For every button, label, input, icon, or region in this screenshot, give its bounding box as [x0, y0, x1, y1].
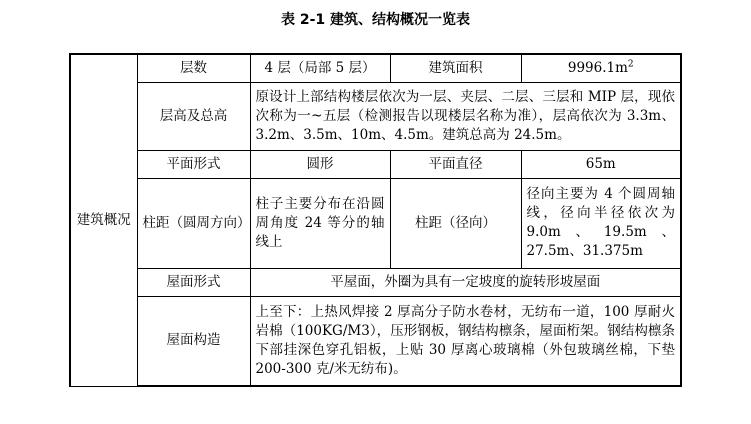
- roof-structure-label: 屋面构造: [137, 296, 250, 386]
- column-spacing-radial-value: 径向主要为 4 个圆周轴线，径向半径依次为 9.0m、19.5m、27.5m、31.375m: [521, 178, 681, 268]
- column-spacing-radial-label: 柱距（径向）: [390, 178, 521, 268]
- table-title: 表 2-1 建筑、结构概况一览表: [280, 12, 471, 28]
- area-label: 建筑面积: [390, 54, 521, 82]
- height-label: 层高及总高: [137, 82, 250, 150]
- building-structure-table: [69, 53, 682, 387]
- table-row: [70, 150, 681, 178]
- plan-label: 平面形式: [137, 150, 250, 178]
- table-row: [70, 54, 681, 82]
- column-spacing-circ-label: 柱距（圆周方向）: [137, 178, 250, 268]
- table-row: [70, 268, 681, 296]
- column-spacing-circ-value: 柱子主要分布在沿圆周角度 24 等分的轴线上: [250, 178, 390, 268]
- diameter-value: 65m: [521, 150, 681, 178]
- diameter-label: 平面直径: [390, 150, 521, 178]
- category-cell: 建筑概况: [70, 54, 137, 386]
- roof-form-label: 屋面形式: [137, 268, 250, 296]
- height-value: 原设计上部结构楼层依次为一层、夹层、二层、三层和 MIP 层，现依次称为一~五层（检测报告以现楼层名称为准），层高依次为 3.3m、3.2m、3.5m、10m、4.5m。建筑总高为 24.5m。: [250, 82, 681, 150]
- plan-value: 圆形: [250, 150, 390, 178]
- table-row: [70, 296, 681, 386]
- table-row: [70, 178, 681, 268]
- roof-structure-value: 上至下：上热风焊接 2 厚高分子防水卷材，无纺布一道，100 厚耐火岩棉（100KG/M3），压形钢板，钢结构檩条，屋面桁架。钢结构檩条下部挂深色穿孔铝板，上贴 30 厚离心玻璃棉（外包玻璃丝棉，下垫 200-300 克/米无纺布)。: [250, 296, 681, 386]
- roof-form-value: 平屋面，外圈为具有一定坡度的旋转形坡屋面: [250, 268, 681, 296]
- area-number: 9996.1m: [567, 59, 628, 76]
- floors-label: 层数: [137, 54, 250, 82]
- area-unit-superscript: 2: [627, 59, 634, 70]
- floors-value: 4 层（局部 5 层）: [250, 54, 390, 82]
- area-value: [521, 54, 681, 82]
- table-row: [70, 82, 681, 150]
